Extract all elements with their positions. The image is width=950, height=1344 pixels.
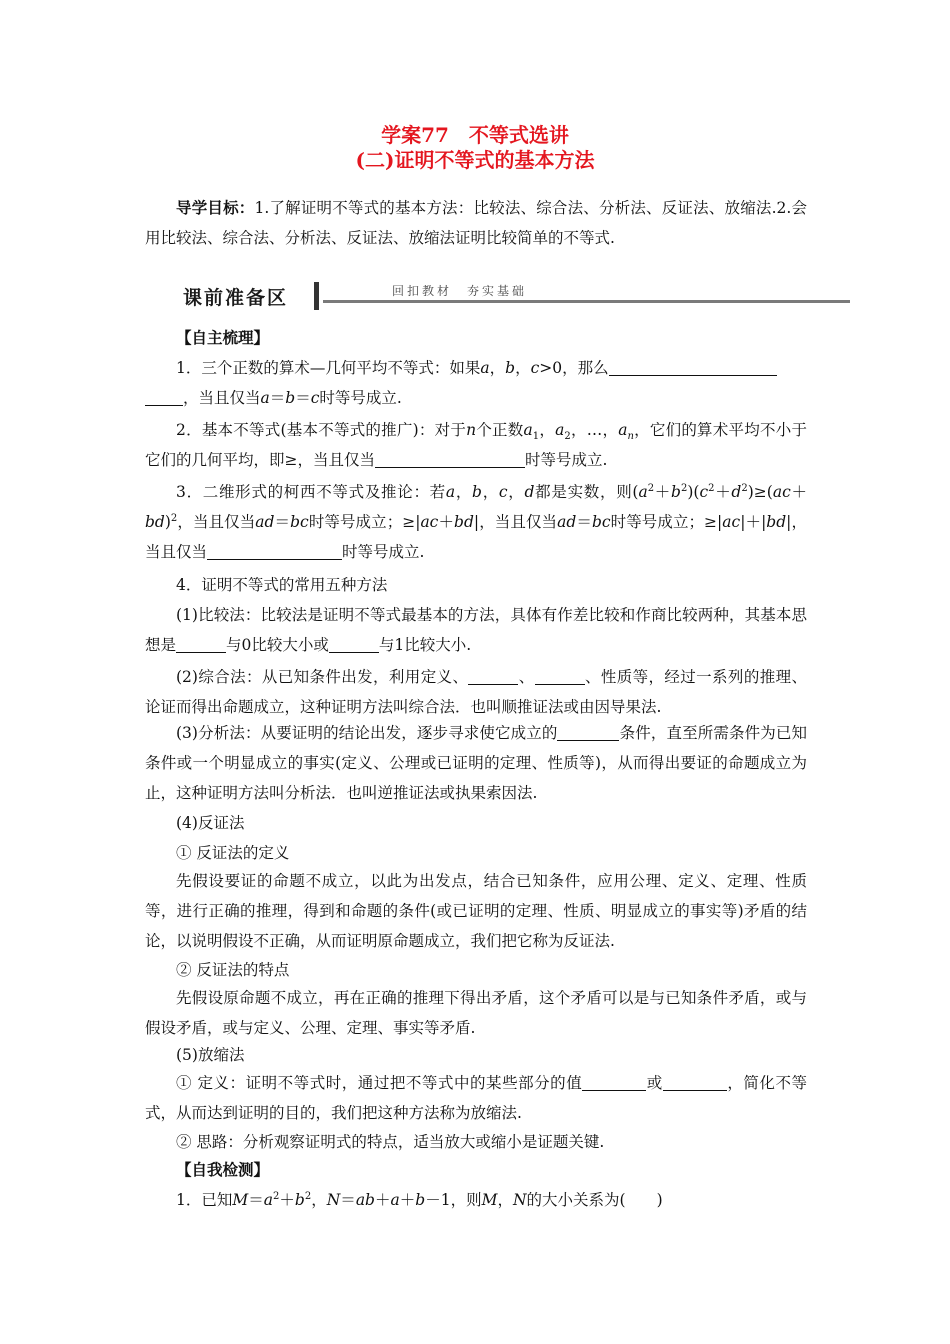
goal-text: 1.了解证明不等式的基本方法：比较法、综合法、分析法、反证法、放缩法.2.会用比较法、综合法、分析法、反证法、放缩法证明比较简单的不等式. — [145, 199, 807, 247]
section-rule — [323, 300, 850, 303]
page-title: 学案77 不等式选讲 — [381, 123, 569, 147]
review-item-2: 2．基本不等式(基本不等式的推广)：对于n个正数$a_1$，$a_2$，…，$a_n$，它们的算术平均不小于它们的几何平均，即≥，当且仅当 时等号成立. — [145, 421, 807, 469]
review-item-4: 4．证明不等式的常用五种方法 — [176, 576, 388, 594]
contradiction-features-title: ② 反证法的特点 — [176, 961, 290, 979]
contradiction-features: 先假设原命题不成立，再在正确的推理下得出矛盾，这个矛盾可以是与已知条件矛盾，或与假设矛盾，或与定义、公理、定理、事实等矛盾. — [145, 989, 807, 1037]
section-title: 课前准备区 — [183, 287, 289, 309]
learning-goal — [145, 193, 807, 253]
section-subtitle: 回扣教材 夯实基础 — [392, 284, 528, 298]
method-synthesis: (2)综合法：从已知条件出发，利用定义、 、 、性质等，经过一系列的推理、论证而得出命题成立，这种证明方法叫综合法．也叫顺推证法或由因导果法. — [145, 668, 807, 716]
page-subtitle: (二)证明不等式的基本方法 — [355, 148, 595, 172]
method-contradiction: (4)反证法 — [176, 814, 245, 832]
contradiction-definition: 先假设要证的命题不成立，以此为出发点，结合已知条件，应用公理、定义、定理、性质等，进行正确的推理，得到和命题的条件(或已证明的定理、性质、明显成立的事实等)矛盾的结论，以说明假设不正确，从而证明原命题成立，我们把它称为反证法. — [145, 872, 807, 950]
scaling-idea: ② 思路：分析观察证明式的特点，适当放大或缩小是证题关键. — [176, 1133, 605, 1151]
goal-label: 导学目标： — [176, 198, 255, 217]
check-heading: 【自我检测】 — [176, 1160, 270, 1179]
review-item-1: 1．三个正数的算术—几何平均不等式：如果a，b，c>0，那么 ，当且仅当a＝b＝c时等号成立. — [145, 353, 807, 413]
method-scaling: (5)放缩法 — [176, 1046, 245, 1064]
method-analysis: (3)分析法：从要证明的结论出发，逐步寻求使它成立的 条件，直至所需条件为已知条件或一个明显成立的事实(定义、公理或已证明的定理、性质等)，从而得出要证的命题成立为止，这种证明方法叫分析法．也叫逆推证法或执果索因法. — [145, 724, 807, 802]
check-question-1: 1．已知$M=a^2+b^2$，N＝ab＋a＋b－1，则M，N的大小关系为( ) — [176, 1190, 663, 1209]
contradiction-definition-title: ① 反证法的定义 — [176, 844, 290, 862]
section-divider-mark — [314, 282, 319, 310]
method-comparison: (1)比较法：比较法是证明不等式最基本的方法，具体有作差比较和作商比较两种，其基本思想是 与0比较大小或 与1比较大小. — [145, 606, 807, 654]
review-heading: 【自主梳理】 — [176, 328, 270, 347]
section-header — [175, 278, 850, 314]
scaling-definition: ① 定义：证明不等式时，通过把不等式中的某些部分的值 或 ，简化不等式，从而达到证明的目的，我们把这种方法称为放缩法. — [145, 1074, 807, 1122]
review-item-3: 3．二维形式的柯西不等式及推论：若a，b，c，d都是实数，则$(a^2+b^2)(c^2+d^2)\ge(ac+bd)^2$，当且仅当ad＝bc时等号成立；≥|ac＋bd|，当且仅当ad＝bc时等号成立；≥|ac|＋|bd|，当且仅当 时等号成立. — [145, 482, 807, 561]
